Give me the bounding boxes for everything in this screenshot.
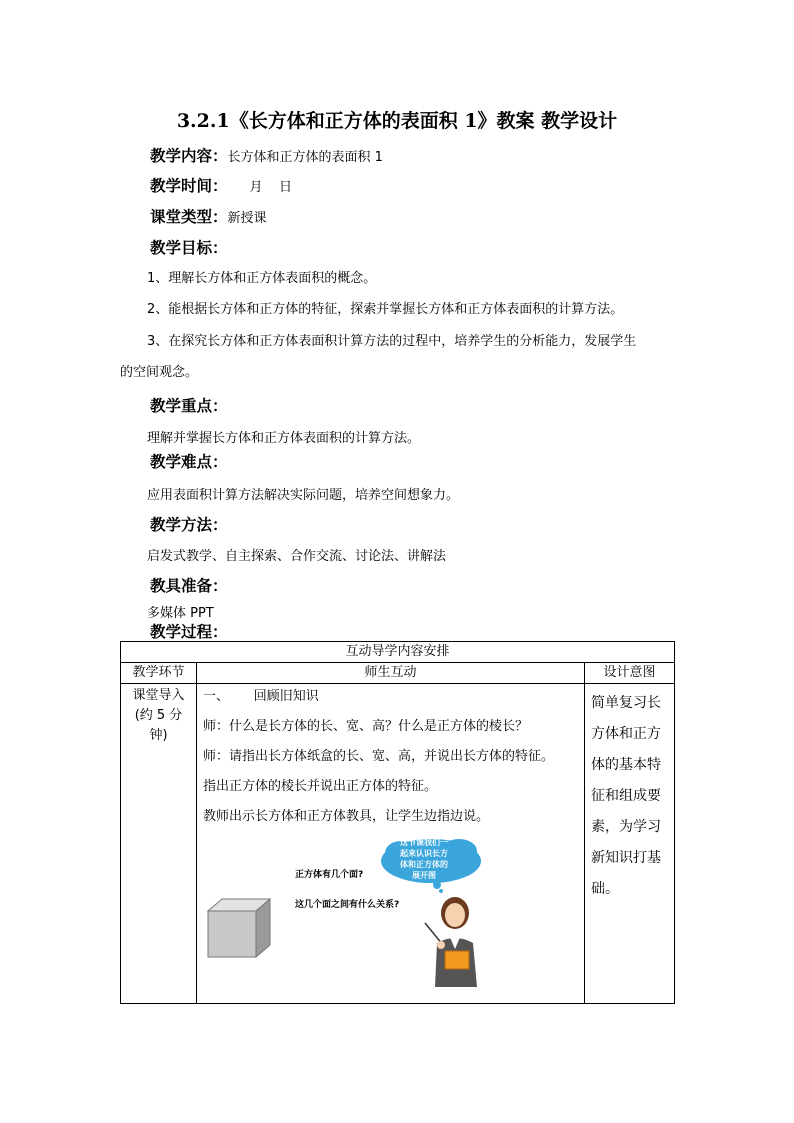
key-label: [150, 396, 228, 416]
type-value: 新授课: [227, 211, 267, 226]
intent-cell: [585, 684, 675, 1004]
tools-value: 多媒体 PPT: [147, 606, 214, 621]
interaction-line-1: 一、 回顾旧知识: [203, 689, 319, 704]
cloud-line-1: 这节课我们一: [400, 838, 448, 847]
time-value: 月 日: [249, 180, 293, 195]
stage-cell: [121, 684, 197, 1004]
stage-line-3: 钟): [149, 728, 168, 743]
difficulty-label-text: 教学难点：: [150, 452, 228, 471]
intent-line-1: 简单复习长: [591, 695, 661, 711]
intent-line-7: 础。: [591, 881, 619, 897]
process-label: [150, 622, 228, 642]
content-line: [150, 146, 383, 168]
type-label: 课堂类型：: [150, 207, 228, 226]
header-intent: 设计意图: [585, 663, 675, 684]
time-label: 教学时间：: [150, 176, 228, 195]
intent-line-6: 新知识打基: [591, 850, 661, 866]
header-stage: 教学环节: [121, 663, 197, 684]
content-value: 长方体和正方体的表面积 1: [227, 150, 383, 165]
goal-1: 1、理解长方体和正方体表面积的概念。: [147, 271, 377, 286]
intro-illustration: [203, 835, 575, 987]
interaction-cell: [197, 684, 585, 1004]
intent-line-4: 征和组成要: [591, 788, 661, 804]
key-value: 理解并掌握长方体和正方体表面积的计算方法。: [147, 431, 421, 446]
method-label-text: 教学方法：: [150, 515, 228, 534]
goal-3: 3、在探究长方体和正方体表面积计算方法的过程中，培养学生的分析能力，发展学生: [147, 334, 637, 349]
interaction-line-4: 指出正方体的棱长并说出正方体的特征。: [203, 779, 438, 794]
interaction-line-2: 师：什么是长方体的长、宽、高？什么是正方体的棱长？: [203, 719, 529, 734]
tools-label: [150, 576, 228, 596]
method-label: [150, 515, 228, 535]
header-interaction: 师生互动: [197, 663, 585, 684]
table-caption: 互动导学内容安排: [121, 642, 675, 663]
process-table: [120, 641, 675, 1004]
method-value: 启发式教学、自主探索、合作交流、讨论法、讲解法: [147, 549, 447, 564]
cloud-text: [379, 837, 469, 881]
cloud-line-3: 体和正方体的: [400, 860, 448, 869]
goals-label: [150, 238, 228, 258]
intent-line-2: 方体和正方: [591, 726, 661, 742]
stage-line-2: (约 5 分: [134, 708, 183, 723]
difficulty-label: [150, 452, 228, 472]
difficulty-value: 应用表面积计算方法解决实际问题，培养空间想象力。: [147, 488, 460, 503]
question-relation: 这几个面之间有什么关系?: [295, 900, 400, 910]
time-line: [150, 176, 292, 198]
process-label-text: 教学过程：: [150, 622, 228, 641]
cube-graphic: [206, 897, 276, 963]
interaction-line-3: 师：请指出长方体纸盒的长、宽、高，并说出长方体的特征。: [203, 749, 555, 764]
intent-line-3: 体的基本特: [591, 757, 661, 773]
goal-2: 2、能根据长方体和正方体的特征，探索并掌握长方体和正方体表面积的计算方法。: [147, 302, 624, 317]
type-line: [150, 207, 267, 229]
cloud-line-2: 起来认识长方: [400, 849, 448, 858]
cloud-line-4: 展开图: [412, 871, 436, 880]
goal-3-cont: 的空间观念。: [120, 365, 199, 380]
content-label: 教学内容：: [150, 146, 228, 165]
interaction-line-5: 教师出示长方体和正方体教具，让学生边指边说。: [203, 809, 490, 824]
page-title: 3.2.1《长方体和正方体的表面积 1》教案 教学设计: [176, 110, 618, 132]
question-faces: 正方体有几个面?: [295, 870, 364, 880]
key-label-text: 教学重点：: [150, 396, 228, 415]
stage-line-1: 课堂导入: [132, 688, 185, 703]
tools-label-text: 教具准备：: [150, 576, 228, 595]
teacher-figure: [421, 893, 485, 987]
goals-label-text: 教学目标：: [150, 238, 228, 257]
intent-line-5: 素，为学习: [591, 819, 661, 835]
